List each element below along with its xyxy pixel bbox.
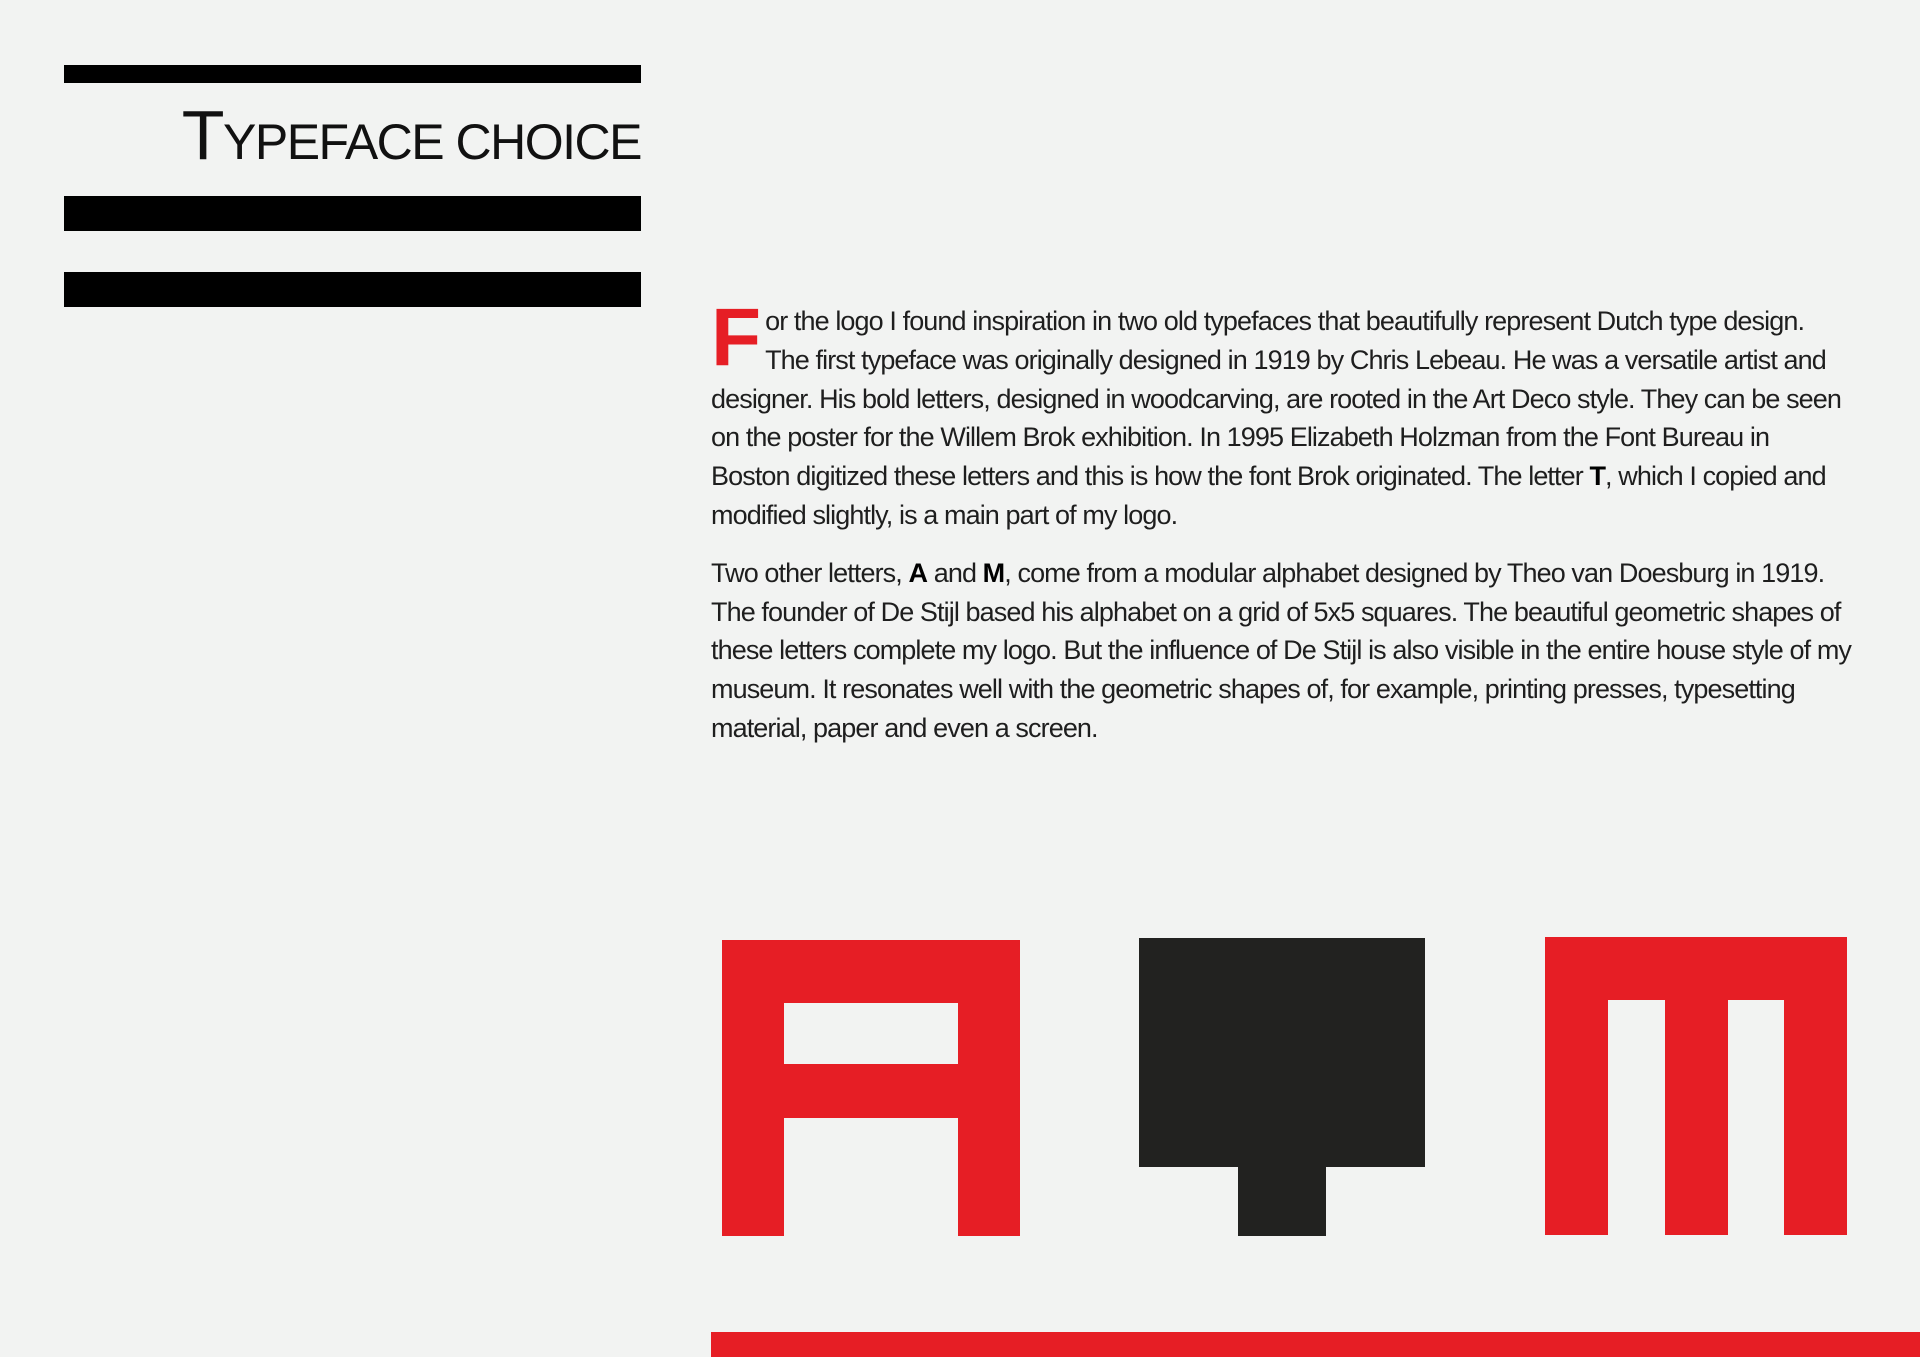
letter-m-emphasis: M	[982, 557, 1005, 588]
title-initial: T	[181, 96, 223, 174]
paragraph-2-and: and	[927, 557, 983, 588]
logo-letter-m	[1545, 937, 1847, 1235]
footer-band	[711, 1332, 1920, 1357]
letter-a-emphasis: A	[908, 557, 928, 588]
paragraph-2	[711, 554, 1851, 748]
bottom-rule	[64, 272, 641, 307]
paragraph-1-text-a: or the logo I found inspiration in two old typefaces that beautifully represent Dutch type design. The first typeface was originally designed in 1919 by Chris Lebeau. He was a versatile artist and designer. His bold letters, designed in woodcarving, are rooted in the Art Deco style. They can be seen on the poster for the Willem Brok exhibition. In 1995 Elizabeth Holzman from the Font Bureau in Boston digitized these letters and this is how the font Brok originated. The letter	[711, 306, 1842, 492]
top-rule	[64, 65, 641, 83]
middle-rule	[64, 196, 641, 231]
logo-letter-t	[1139, 938, 1425, 1236]
title-rest: YPEFACE CHOICE	[223, 114, 641, 170]
paragraph-1	[711, 292, 1851, 535]
letter-t-emphasis: T	[1589, 461, 1606, 492]
paragraph-2-text-b: , come from a modular alphabet designed by Theo van Doesburg in 1919. The founder of De Stijl based his alphabet on a grid of 5x5 squares. The beautiful geometric shapes of these letters complete my logo. But the influence of De Stijl is also visible in the entire house style of my museum. It resonates well with the geometric shapes of, for example, printing presses, typesetting material, paper and even a screen.	[711, 557, 1852, 743]
paragraph-2-text-a: Two other letters,	[711, 557, 909, 588]
page-title	[64, 96, 641, 177]
drop-cap: F	[711, 292, 762, 383]
logo-letter-a	[722, 940, 1020, 1236]
article-body	[711, 292, 1852, 748]
paragraph-1-text-b: , which I copied and modified slightly, is a main part of my logo.	[711, 461, 1826, 530]
